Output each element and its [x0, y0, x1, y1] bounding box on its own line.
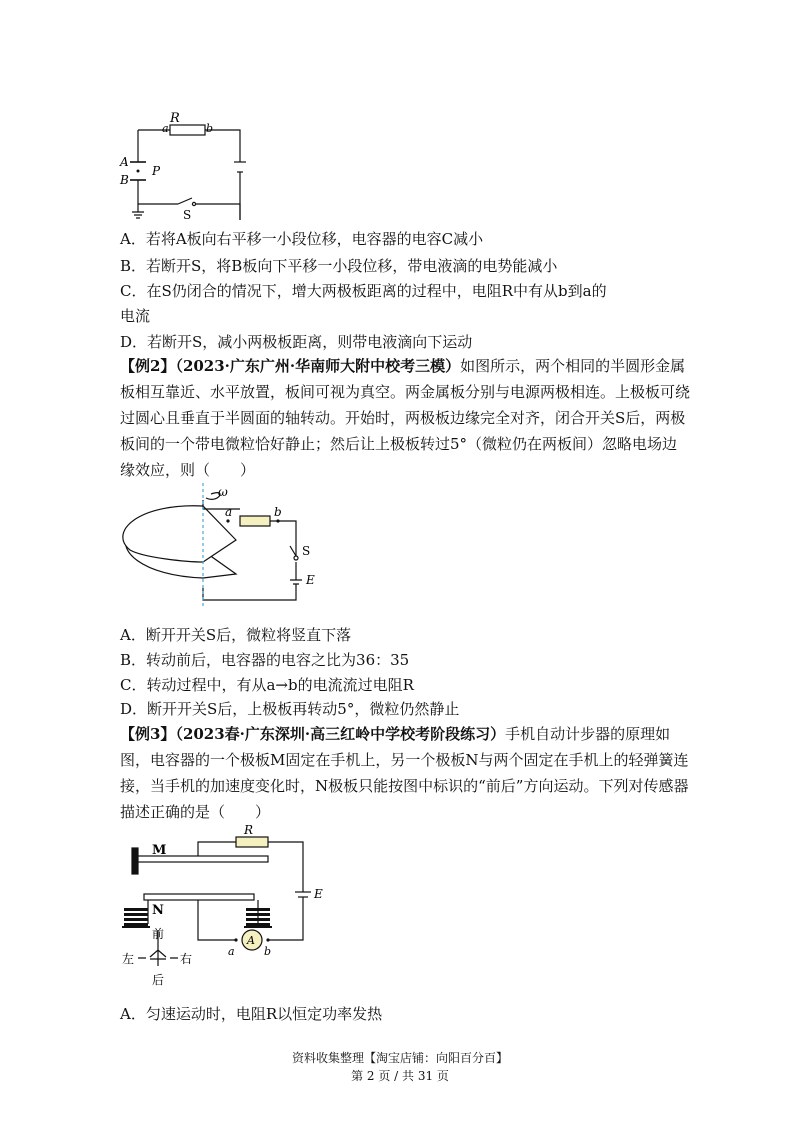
ex3-option-a: A．匀速运动时，电阻R以恒定功率发热 — [120, 1005, 383, 1023]
figure-2-semicircle-capacitor — [118, 478, 348, 608]
ex2-option-c: C．转动过程中，有从a→b的电流流过电阻R — [120, 676, 414, 694]
fig3-label-back: 后 — [152, 973, 165, 987]
q1-option-b: B．若断开S，将B板向下平移一小段位移，带电液滴的电势能减小 — [120, 257, 558, 275]
figure-1-circuit — [110, 100, 250, 220]
fig3-label-right: 右 — [180, 952, 193, 966]
example-3-stem — [120, 721, 690, 825]
fig1-label-A: A — [120, 155, 129, 169]
q1-option-c-cont: 电流 — [120, 307, 151, 325]
example-3-text: 手机自动计步器的原理如图，电容器的一个极板M固定在手机上，另一个极板N与两个固定在手机上的轻弹簧连接，当手机的加速度变化时，N极板只能按图中标识的“前后”方向运动。下列对传感器描述正确的是（ ） — [120, 725, 689, 821]
q1-option-a: A．若将A板向右平移一小段位移，电容器的电容C减小 — [120, 230, 484, 248]
fig3-label-N: N — [152, 903, 164, 918]
example-2-stem — [120, 353, 690, 483]
fig2-label-E: E — [306, 573, 315, 587]
fig2-label-a: a — [225, 505, 233, 519]
ex2-option-a: A．断开开关S后，微粒将竖直下落 — [120, 626, 352, 644]
fig2-label-b: b — [274, 505, 282, 519]
fig3-label-M: M — [152, 843, 167, 858]
q1-option-c: C．在S仍闭合的情况下，增大两极板距离的过程中，电阻R中有从b到a的 — [120, 282, 607, 300]
fig2-label-S: S — [302, 544, 311, 558]
fig3-label-front: 前 — [152, 927, 165, 941]
example-3-source: （2023春·广东深圳·高三红岭中学校考阶段练习） — [175, 725, 506, 743]
fig3-label-b: b — [264, 945, 272, 958]
q1-option-d: D．若断开S，减小两极板距离，则带电液滴向下运动 — [120, 333, 473, 351]
fig1-label-P: P — [152, 164, 161, 178]
example-2-source: （2023·广东广州·华南师大附中校考三模） — [175, 357, 461, 375]
ex2-option-d: D．断开开关S后，上极板再转动5°，微粒仍然静止 — [120, 700, 460, 718]
example-3-label: 【例3】 — [120, 725, 176, 743]
fig3-label-E: E — [314, 887, 323, 901]
fig3-label-a: a — [228, 945, 235, 958]
fig3-label-R: R — [244, 823, 254, 837]
ex2-option-b: B．转动前后，电容器的电容之比为36：35 — [120, 651, 410, 669]
fig1-label-R: R — [170, 111, 180, 126]
fig3-ammeter-A: A — [247, 934, 255, 947]
footer-page-number: 第 2 页 / 共 31 页 — [351, 1069, 449, 1083]
footer-collector: 资料收集整理【淘宝店铺：向阳百分百】 — [291, 1051, 508, 1065]
fig1-label-B: B — [120, 173, 129, 187]
fig2-label-omega: ω — [218, 485, 228, 499]
example-2-text: 如图所示，两个相同的半圆形金属板相互靠近、水平放置，板间可视为真空。两金属板分别与电源两极相连。上极板可绕过圆心且垂直于半圆面的轴转动。开始时，两极板边缘完全对齐，闭合开关S后，两极板间的一个带电微粒恰好静止；然后让上极板转过5°（微粒仍在两板间）忽略电场边缘效应，则（ ） — [120, 357, 691, 479]
fig1-label-S: S — [183, 208, 192, 220]
fig1-label-b: b — [206, 122, 214, 135]
fig1-label-a: a — [162, 122, 169, 135]
example-2-label: 【例2】 — [120, 357, 176, 375]
fig3-label-left: 左 — [122, 952, 135, 966]
figure-3-step-counter — [118, 822, 348, 992]
